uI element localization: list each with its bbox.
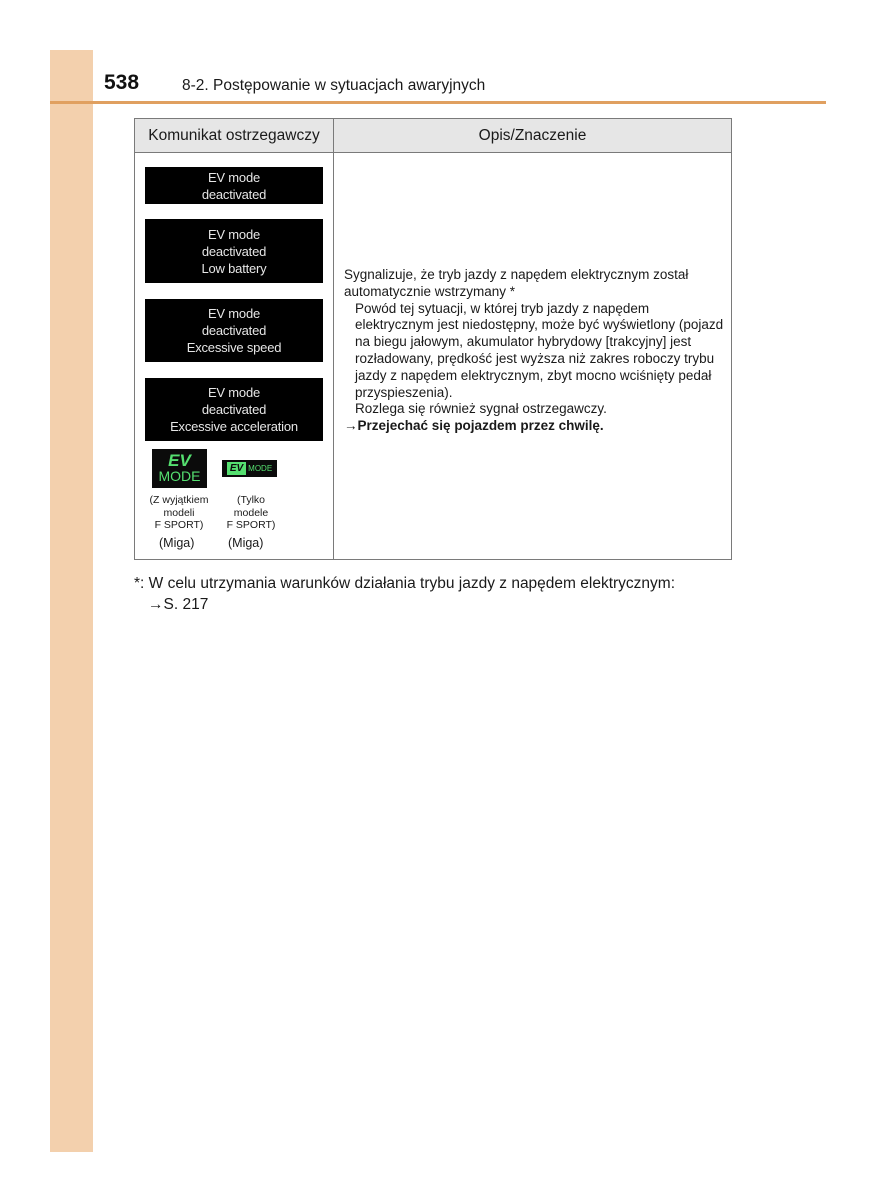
display-message-low-battery xyxy=(145,219,323,283)
footnote-page-reference[interactable]: →S. 217 xyxy=(148,596,209,613)
warning-description xyxy=(344,267,724,435)
display-line: Low battery xyxy=(201,260,267,276)
display-line: deactivated xyxy=(201,323,267,338)
caption-line: (Tylko xyxy=(236,494,265,506)
ev-mode-indicator-icon xyxy=(152,449,207,488)
display-line: EV mode xyxy=(207,169,261,185)
display-line: EV mode xyxy=(207,226,261,242)
caption-line: (Z wyjątkiem xyxy=(149,494,209,506)
column-divider xyxy=(333,152,334,559)
section-title: 8-2. Postępowanie w sytuacjach awaryjnych xyxy=(182,77,486,94)
warning-table xyxy=(134,118,732,560)
display-message-excessive-speed xyxy=(145,299,323,362)
caption-line: F SPORT) xyxy=(154,519,204,531)
caption-line: modele xyxy=(233,506,269,519)
display-line: EV mode xyxy=(207,306,261,321)
display-line: deactivated xyxy=(201,243,267,259)
caption-line: F SPORT) xyxy=(226,519,276,531)
display-line: deactivated xyxy=(201,186,267,202)
header-rule xyxy=(50,101,826,104)
display-line: deactivated xyxy=(201,402,267,417)
display-line: Excessive acceleration xyxy=(170,419,298,434)
display-message-ev-mode-deactivated xyxy=(145,167,323,204)
description-lead: Sygnalizuje, że tryb jazdy z napędem elektrycznym został automatycznie wstrzymany * xyxy=(344,267,689,299)
ev-icon-label: EV xyxy=(227,462,246,475)
description-details: Powód tej sytuacji, w której tryb jazdy z napędem elektrycznym jest niedostępny, może być wyświetlony (pojazd na biegu jałowym, akumulator hybrydowy [trakcyjny] jest rozładowany, prędkość jest wyższa niż zakres roboczy trybu jazdy z napędem elektrycznym, zbyt mocno wciśnięty pedał przyspieszenia). xyxy=(355,300,724,400)
column-header-warning-message: Komunikat ostrzegawczy xyxy=(135,119,334,153)
caption-line: modeli xyxy=(163,506,195,519)
chapter-side-bar xyxy=(50,50,93,1152)
mode-icon-label: MODE xyxy=(158,468,201,484)
footnote xyxy=(134,573,754,615)
display-message-excessive-acceleration xyxy=(145,378,323,441)
indicator-caption-non-f-sport xyxy=(135,494,223,532)
blink-note: (Miga) xyxy=(159,536,195,550)
ev-mode-f-sport-indicator-icon xyxy=(222,460,277,477)
indicator-caption-f-sport xyxy=(211,494,291,532)
display-line: EV mode xyxy=(207,385,261,400)
description-action: →Przejechać się pojazdem przez chwilę. xyxy=(344,418,604,434)
mode-icon-label: MODE xyxy=(248,464,273,473)
footnote-text: *: W celu utrzymania warunków działania trybu jazdy z napędem elektrycznym: xyxy=(134,575,676,592)
ev-icon-label: EV xyxy=(168,451,191,470)
column-header-description: Opis/Znaczenie xyxy=(334,119,731,153)
display-line: Excessive speed xyxy=(186,340,282,355)
description-sound: Rozlega się również sygnał ostrzegawczy. xyxy=(355,401,607,417)
blink-note: (Miga) xyxy=(228,536,264,550)
page-number: 538 xyxy=(104,71,140,94)
